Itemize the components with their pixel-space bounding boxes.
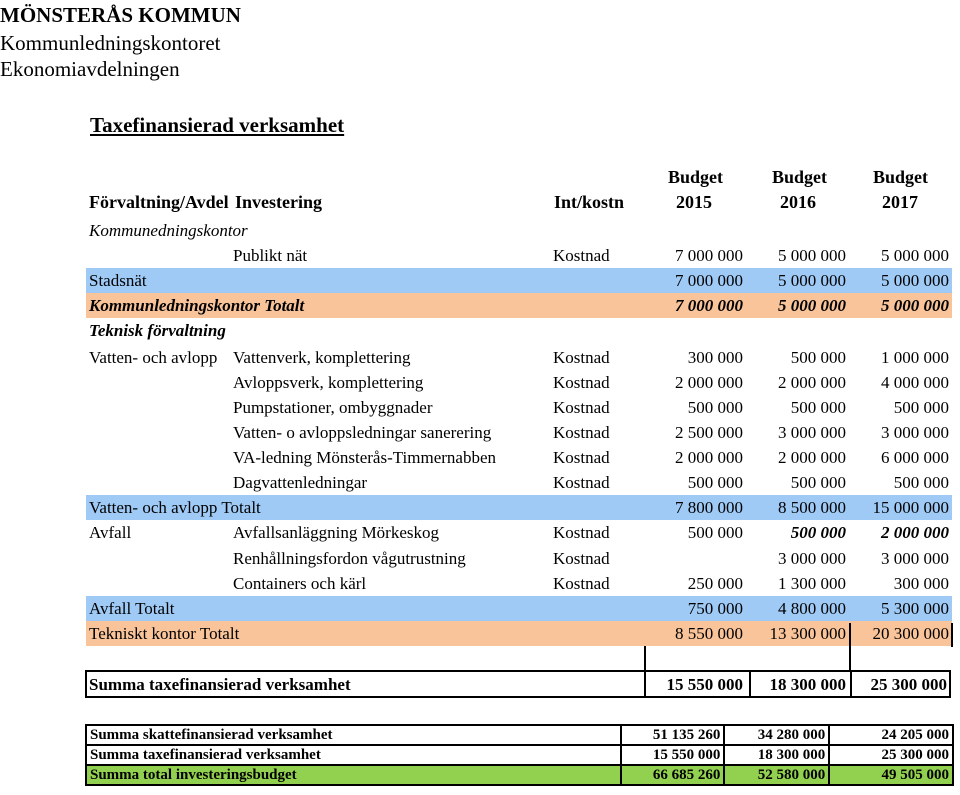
row-type: Kostnad [553, 246, 610, 265]
summa-taxe-label: Summa taxefinansierad verksamhet [89, 675, 351, 694]
budget-label-2016: Budget [772, 167, 828, 187]
row-value-2017: 5 000 000 [881, 271, 949, 290]
row-type: Kostnad [553, 348, 610, 367]
cell-border [850, 672, 852, 696]
table-row-section [86, 318, 952, 343]
row-value-2016: 5 000 000 [778, 246, 846, 265]
row-type: Kostnad [553, 448, 610, 467]
row-value-2017: 20 300 000 [872, 624, 949, 643]
row-value-2015: 7 000 000 [675, 271, 743, 290]
row-value-2016: 8 500 000 [778, 498, 846, 517]
table-row [86, 745, 953, 765]
cell-border [644, 672, 646, 696]
row-admin: Kommunledningskontor Totalt [89, 296, 305, 315]
row-admin: Teknisk förvaltning [89, 321, 226, 340]
summa-taxe-2015: 15 550 000 [666, 675, 743, 694]
col-year-2017: 2017 [882, 192, 918, 212]
table-row [86, 520, 952, 545]
row-value-2015: 7 000 000 [675, 296, 743, 315]
row-investment: Dagvattenledningar [233, 473, 368, 492]
row-value-2016: 500 000 [790, 523, 846, 542]
office-name: Kommunledningskontoret [0, 31, 221, 55]
row-value-2017: 4 000 000 [881, 373, 949, 392]
table-row [86, 571, 952, 596]
row-value-2015: 500 000 [687, 523, 743, 542]
row-admin: Avfall Totalt [89, 599, 175, 618]
row-type: Kostnad [553, 549, 610, 568]
cell-border [849, 646, 851, 672]
totals-label: Summa skattefinansierad verksamhet [86, 725, 621, 745]
row-value-2016: 500 000 [790, 473, 846, 492]
cell-border [951, 623, 953, 647]
totals-label: Summa taxefinansierad verksamhet [86, 745, 621, 765]
table-row [86, 395, 952, 420]
row-value-2017: 3 000 000 [881, 549, 949, 568]
row-value-2015: 7 000 000 [675, 246, 743, 265]
row-investment: Avfallsanläggning Mörkeskog [233, 523, 440, 542]
row-value-2015: 500 000 [687, 473, 743, 492]
row-value-2017: 5 300 000 [881, 599, 949, 618]
row-value-2015: 7 800 000 [675, 498, 743, 517]
row-admin: Tekniskt kontor Totalt [89, 624, 240, 643]
cell-border [749, 672, 751, 696]
row-admin: Vatten- och avlopp [89, 348, 218, 367]
row-type: Kostnad [553, 473, 610, 492]
table-row [86, 725, 953, 745]
table-row [86, 470, 952, 495]
row-value-2017: 6 000 000 [881, 448, 949, 467]
row-admin: Kommunedningskontor [89, 221, 248, 240]
row-type: Kostnad [553, 398, 610, 417]
budget-label-2017: Budget [873, 167, 929, 187]
totals-2017: 24 205 000 [829, 725, 953, 745]
table-row [86, 445, 952, 470]
col-admin: Förvaltning/Avdel [89, 192, 229, 212]
summa-taxe-2017: 25 300 000 [870, 675, 947, 694]
row-investment: Pumpstationer, ombyggnader [233, 398, 433, 417]
department-name: Ekonomiavdelningen [0, 57, 180, 81]
totals-2016: 52 580 000 [724, 765, 829, 785]
row-value-2015: 750 000 [687, 599, 743, 618]
row-type: Kostnad [553, 574, 610, 593]
cell-border [849, 623, 851, 647]
row-value-2016: 500 000 [790, 398, 846, 417]
row-value-2015: 8 550 000 [675, 624, 743, 643]
table-row-subtotal [86, 495, 952, 520]
totals-2017: 49 505 000 [829, 765, 953, 785]
totals-2015: 66 685 260 [621, 765, 725, 785]
row-investment: Renhållningsfordon vågutrustning [233, 549, 466, 568]
totals-label: Summa total investeringsbudget [86, 765, 621, 785]
totals-2016: 18 300 000 [724, 745, 829, 765]
row-value-2017: 1 000 000 [881, 348, 949, 367]
row-investment: Avloppsverk, komplettering [233, 373, 424, 392]
table-row-grand-total [86, 765, 953, 785]
row-value-2015: 2 500 000 [675, 423, 743, 442]
budget-label-2015: Budget [668, 167, 724, 187]
table-row-section [86, 218, 952, 243]
page-title: Taxefinansierad verksamhet [90, 113, 345, 137]
row-value-2017: 15 000 000 [872, 498, 949, 517]
row-value-2016: 4 800 000 [778, 599, 846, 618]
row-admin: Avfall [89, 523, 132, 542]
row-type: Kostnad [553, 523, 610, 542]
table-row-total [86, 621, 952, 646]
row-value-2016: 5 000 000 [778, 296, 846, 315]
row-value-2015: 2 000 000 [675, 448, 743, 467]
row-value-2017: 3 000 000 [881, 423, 949, 442]
org-name: MÖNSTERÅS KOMMUN [0, 3, 241, 27]
row-admin: Vatten- och avlopp Totalt [89, 498, 261, 517]
summa-taxe-row [85, 670, 951, 698]
row-type: Kostnad [553, 423, 610, 442]
col-type: Int/kostn [554, 192, 625, 212]
row-value-2016: 2 000 000 [778, 373, 846, 392]
row-value-2016: 3 000 000 [778, 549, 846, 568]
table-row [86, 243, 952, 268]
table-row-subtotal [86, 268, 952, 293]
row-value-2017: 300 000 [893, 574, 949, 593]
row-investment: Vattenverk, komplettering [233, 348, 411, 367]
row-value-2017: 5 000 000 [881, 246, 949, 265]
row-investment: Containers och kärl [233, 574, 367, 593]
totals-2015: 15 550 000 [621, 745, 725, 765]
row-value-2015: 500 000 [687, 398, 743, 417]
row-value-2016: 500 000 [790, 348, 846, 367]
row-value-2016: 1 300 000 [778, 574, 846, 593]
summa-taxe-2016: 18 300 000 [769, 675, 846, 694]
table-row-subtotal [86, 596, 952, 621]
totals-2017: 25 300 000 [829, 745, 953, 765]
table-row [86, 370, 952, 395]
row-admin: Stadsnät [89, 271, 147, 290]
totals-2015: 51 135 260 [621, 725, 725, 745]
row-value-2016: 13 300 000 [769, 624, 846, 643]
cell-border [644, 646, 646, 672]
totals-table [85, 724, 954, 786]
row-value-2015: 300 000 [687, 348, 743, 367]
table-row [86, 420, 952, 445]
row-value-2016: 5 000 000 [778, 271, 846, 290]
row-investment: VA-ledning Mönsterås-Timmernabben [233, 448, 497, 467]
table-row [86, 345, 952, 370]
totals-2016: 34 280 000 [724, 725, 829, 745]
row-value-2017: 5 000 000 [881, 296, 949, 315]
col-year-2015: 2015 [676, 192, 712, 212]
col-year-2016: 2016 [780, 192, 816, 212]
row-type: Kostnad [553, 373, 610, 392]
row-value-2015: 250 000 [687, 574, 743, 593]
table-row-total [86, 293, 952, 318]
row-investment: Publikt nät [233, 246, 308, 265]
row-value-2017: 500 000 [893, 398, 949, 417]
col-investment: Investering [235, 192, 322, 212]
row-investment: Vatten- o avloppsledningar sanerering [233, 423, 492, 442]
table-row [86, 546, 952, 571]
row-value-2017: 500 000 [893, 473, 949, 492]
row-value-2017: 2 000 000 [881, 523, 949, 542]
row-value-2016: 2 000 000 [778, 448, 846, 467]
row-value-2015: 2 000 000 [675, 373, 743, 392]
row-value-2016: 3 000 000 [778, 423, 846, 442]
